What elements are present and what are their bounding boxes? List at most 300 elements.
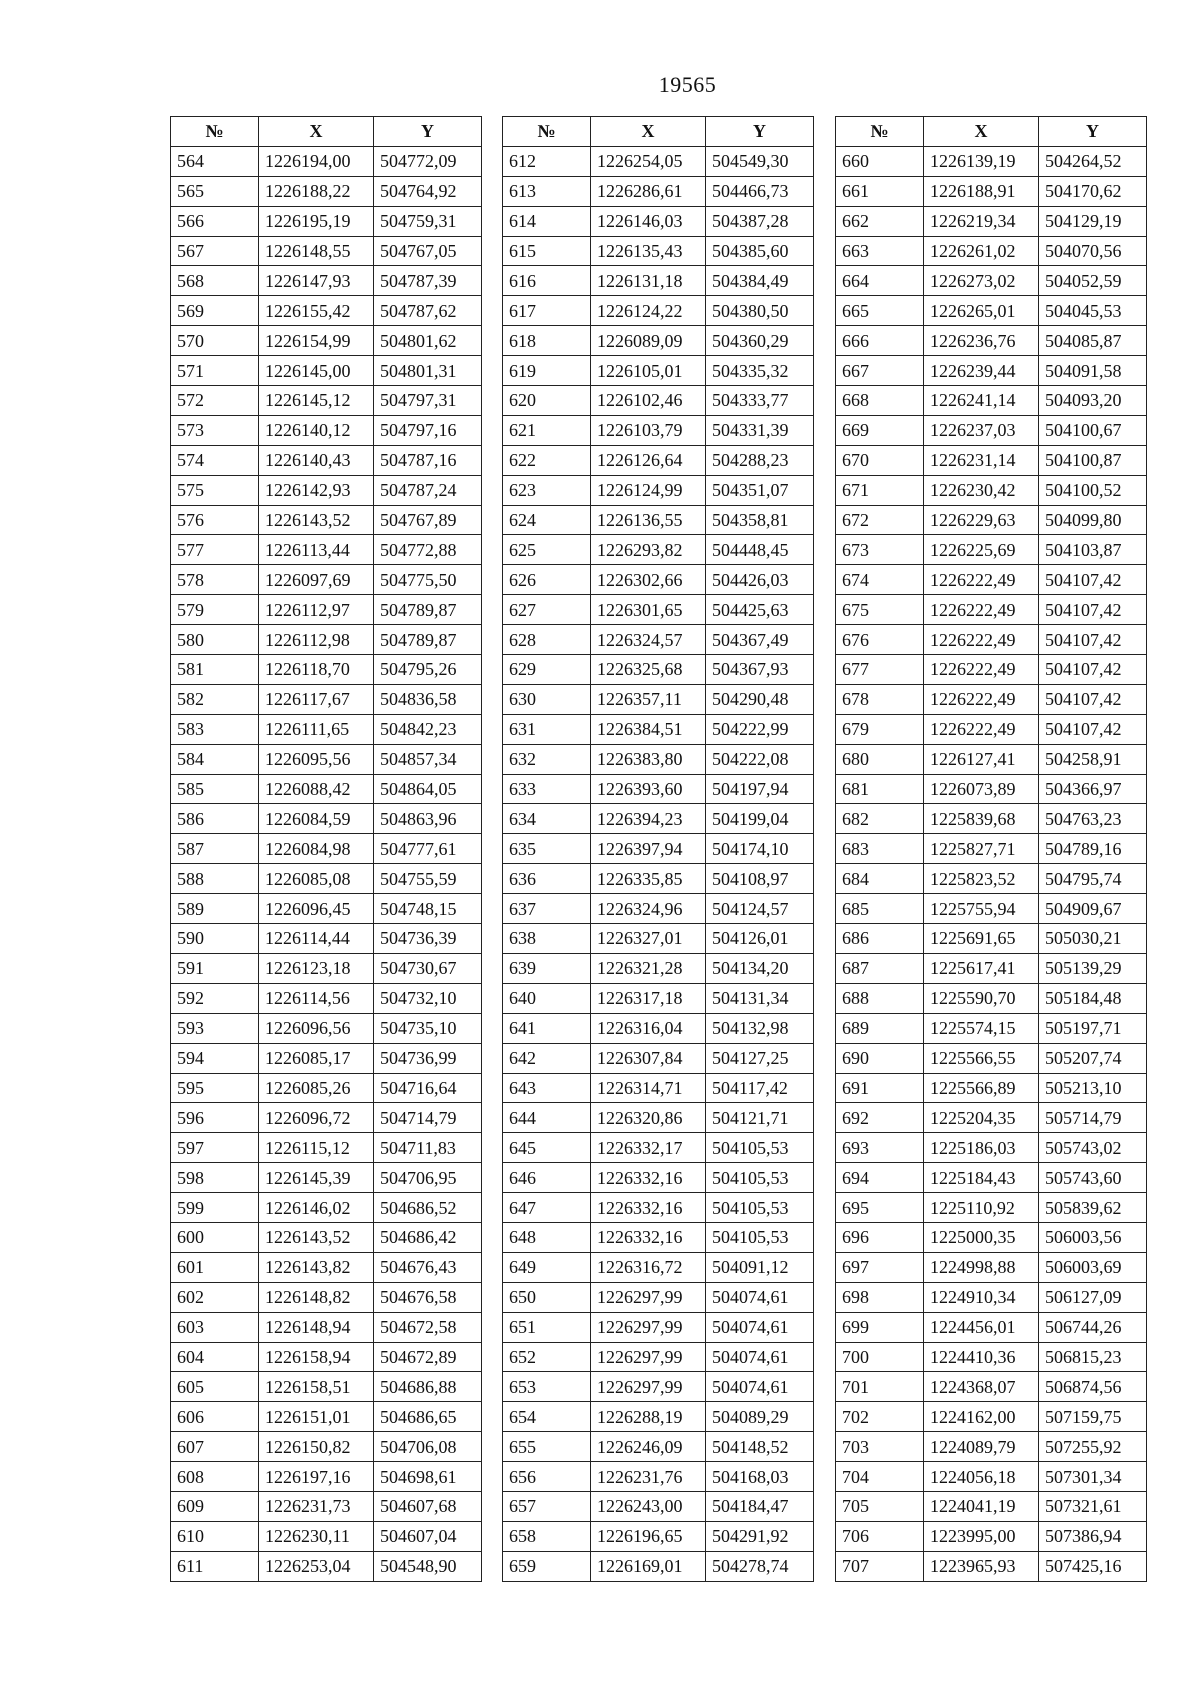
table-row <box>836 236 1147 266</box>
table-row <box>171 834 482 864</box>
table-row <box>503 1282 814 1312</box>
table-row <box>171 774 482 804</box>
table-row <box>836 744 1147 774</box>
y-coordinate-cell: 504100,67 <box>1039 415 1147 445</box>
table-row <box>171 1133 482 1163</box>
x-coordinate-cell: 1226321,28 <box>591 953 706 983</box>
x-coordinate-cell: 1226142,93 <box>259 475 374 505</box>
x-coordinate-cell: 1226085,08 <box>259 864 374 894</box>
x-coordinate-cell: 1226096,56 <box>259 1013 374 1043</box>
table-row <box>171 1163 482 1193</box>
point-number-cell: 676 <box>836 625 924 655</box>
x-coordinate-cell: 1226293,82 <box>591 535 706 565</box>
x-coordinate-cell: 1225823,52 <box>924 864 1039 894</box>
table-row <box>836 266 1147 296</box>
y-coordinate-cell: 505743,02 <box>1039 1133 1147 1163</box>
y-coordinate-cell: 504789,16 <box>1039 834 1147 864</box>
point-number-cell: 608 <box>171 1462 259 1492</box>
y-coordinate-cell: 504099,80 <box>1039 505 1147 535</box>
point-number-cell: 574 <box>171 445 259 475</box>
point-number-cell: 573 <box>171 415 259 445</box>
point-number-cell: 577 <box>171 535 259 565</box>
x-coordinate-cell: 1226148,94 <box>259 1312 374 1342</box>
y-coordinate-cell: 504127,25 <box>706 1043 814 1073</box>
x-coordinate-cell: 1226332,17 <box>591 1133 706 1163</box>
x-coordinate-cell: 1226265,01 <box>924 296 1039 326</box>
x-coordinate-cell: 1226246,09 <box>591 1432 706 1462</box>
y-coordinate-cell: 504129,19 <box>1039 206 1147 236</box>
x-coordinate-cell: 1226146,03 <box>591 206 706 236</box>
table-row <box>171 1222 482 1252</box>
y-coordinate-cell: 504787,39 <box>374 266 482 296</box>
point-number-cell: 685 <box>836 894 924 924</box>
x-coordinate-cell: 1226097,69 <box>259 565 374 595</box>
y-coordinate-cell: 504091,58 <box>1039 356 1147 386</box>
point-number-cell: 604 <box>171 1342 259 1372</box>
x-coordinate-cell: 1226317,18 <box>591 983 706 1013</box>
y-coordinate-cell: 504380,50 <box>706 296 814 326</box>
table-row <box>503 1372 814 1402</box>
table-row <box>503 1432 814 1462</box>
table-row <box>503 266 814 296</box>
x-coordinate-cell: 1226195,19 <box>259 206 374 236</box>
table-row <box>171 535 482 565</box>
y-coordinate-cell: 504763,23 <box>1039 804 1147 834</box>
table-row <box>171 1312 482 1342</box>
x-coordinate-cell: 1226236,76 <box>924 326 1039 356</box>
y-coordinate-cell: 504730,67 <box>374 953 482 983</box>
x-coordinate-cell: 1226297,99 <box>591 1312 706 1342</box>
table-row <box>171 1073 482 1103</box>
point-number-cell: 618 <box>503 326 591 356</box>
table-row <box>503 535 814 565</box>
table-row <box>503 1521 814 1551</box>
point-number-cell: 702 <box>836 1402 924 1432</box>
y-coordinate-cell: 504170,62 <box>1039 176 1147 206</box>
point-number-cell: 582 <box>171 684 259 714</box>
table-row <box>503 625 814 655</box>
x-coordinate-cell: 1226127,41 <box>924 744 1039 774</box>
y-coordinate-cell: 504351,07 <box>706 475 814 505</box>
x-coordinate-cell: 1226096,72 <box>259 1103 374 1133</box>
x-coordinate-cell: 1226113,44 <box>259 535 374 565</box>
point-number-cell: 648 <box>503 1222 591 1252</box>
point-number-cell: 598 <box>171 1163 259 1193</box>
table-row <box>836 565 1147 595</box>
x-coordinate-cell: 1226111,65 <box>259 714 374 744</box>
y-coordinate-cell: 504759,31 <box>374 206 482 236</box>
table-row <box>503 1043 814 1073</box>
x-coordinate-cell: 1226084,59 <box>259 804 374 834</box>
x-coordinate-cell: 1226316,72 <box>591 1252 706 1282</box>
point-number-cell: 581 <box>171 655 259 685</box>
y-coordinate-cell: 504836,58 <box>374 684 482 714</box>
x-coordinate-cell: 1226145,39 <box>259 1163 374 1193</box>
table-row <box>503 1402 814 1432</box>
table-row <box>836 1252 1147 1282</box>
x-coordinate-cell: 1226088,42 <box>259 774 374 804</box>
point-number-cell: 601 <box>171 1252 259 1282</box>
point-number-cell: 584 <box>171 744 259 774</box>
table-row <box>836 1491 1147 1521</box>
point-number-cell: 701 <box>836 1372 924 1402</box>
x-coordinate-cell: 1226332,16 <box>591 1222 706 1252</box>
table-body <box>171 146 482 1581</box>
x-coordinate-cell: 1226126,64 <box>591 445 706 475</box>
x-coordinate-cell: 1226145,00 <box>259 356 374 386</box>
table-row <box>836 1133 1147 1163</box>
point-number-cell: 627 <box>503 595 591 625</box>
table-row <box>836 1551 1147 1581</box>
point-number-cell: 657 <box>503 1491 591 1521</box>
point-number-cell: 705 <box>836 1491 924 1521</box>
x-coordinate-cell: 1226169,01 <box>591 1551 706 1581</box>
table-row <box>171 894 482 924</box>
x-coordinate-cell: 1226085,17 <box>259 1043 374 1073</box>
y-coordinate-cell: 504387,28 <box>706 206 814 236</box>
table-row <box>503 1163 814 1193</box>
x-coordinate-cell: 1225000,35 <box>924 1222 1039 1252</box>
point-number-cell: 644 <box>503 1103 591 1133</box>
table-row <box>171 1462 482 1492</box>
table-body <box>503 146 814 1581</box>
table-row <box>503 296 814 326</box>
point-number-cell: 625 <box>503 535 591 565</box>
x-coordinate-cell: 1226095,56 <box>259 744 374 774</box>
point-number-cell: 637 <box>503 894 591 924</box>
point-number-cell: 583 <box>171 714 259 744</box>
table-row <box>836 983 1147 1013</box>
point-number-cell: 587 <box>171 834 259 864</box>
table-row <box>171 1432 482 1462</box>
column-header-y: Y <box>1039 117 1147 147</box>
table-row <box>836 1282 1147 1312</box>
point-number-cell: 620 <box>503 386 591 416</box>
table-row <box>503 1252 814 1282</box>
y-coordinate-cell: 504105,53 <box>706 1163 814 1193</box>
column-header-number: № <box>171 117 259 147</box>
point-number-cell: 585 <box>171 774 259 804</box>
y-coordinate-cell: 504714,79 <box>374 1103 482 1133</box>
x-coordinate-cell: 1226148,55 <box>259 236 374 266</box>
x-coordinate-cell: 1224041,19 <box>924 1491 1039 1521</box>
y-coordinate-cell: 507159,75 <box>1039 1402 1147 1432</box>
x-coordinate-cell: 1224998,88 <box>924 1252 1039 1282</box>
y-coordinate-cell: 504797,31 <box>374 386 482 416</box>
x-coordinate-cell: 1226307,84 <box>591 1043 706 1073</box>
x-coordinate-cell: 1226229,63 <box>924 505 1039 535</box>
y-coordinate-cell: 505213,10 <box>1039 1073 1147 1103</box>
point-number-cell: 682 <box>836 804 924 834</box>
y-coordinate-cell: 504735,10 <box>374 1013 482 1043</box>
y-coordinate-cell: 504736,39 <box>374 924 482 954</box>
point-number-cell: 704 <box>836 1462 924 1492</box>
y-coordinate-cell: 505743,60 <box>1039 1163 1147 1193</box>
point-number-cell: 586 <box>171 804 259 834</box>
y-coordinate-cell: 504291,92 <box>706 1521 814 1551</box>
y-coordinate-cell: 504124,57 <box>706 894 814 924</box>
point-number-cell: 636 <box>503 864 591 894</box>
table-row <box>503 595 814 625</box>
y-coordinate-cell: 507425,16 <box>1039 1551 1147 1581</box>
point-number-cell: 686 <box>836 924 924 954</box>
x-coordinate-cell: 1225186,03 <box>924 1133 1039 1163</box>
point-number-cell: 580 <box>171 625 259 655</box>
y-coordinate-cell: 505184,48 <box>1039 983 1147 1013</box>
y-coordinate-cell: 507301,34 <box>1039 1462 1147 1492</box>
x-coordinate-cell: 1224368,07 <box>924 1372 1039 1402</box>
table-row <box>503 1312 814 1342</box>
table-row <box>171 1521 482 1551</box>
column-header-x: X <box>591 117 706 147</box>
x-coordinate-cell: 1226302,66 <box>591 565 706 595</box>
y-coordinate-cell: 504288,23 <box>706 445 814 475</box>
point-number-cell: 593 <box>171 1013 259 1043</box>
y-coordinate-cell: 504333,77 <box>706 386 814 416</box>
point-number-cell: 623 <box>503 475 591 505</box>
y-coordinate-cell: 504290,48 <box>706 684 814 714</box>
point-number-cell: 683 <box>836 834 924 864</box>
point-number-cell: 691 <box>836 1073 924 1103</box>
x-coordinate-cell: 1226102,46 <box>591 386 706 416</box>
y-coordinate-cell: 504787,16 <box>374 445 482 475</box>
y-coordinate-cell: 504132,98 <box>706 1013 814 1043</box>
point-number-cell: 624 <box>503 505 591 535</box>
point-number-cell: 611 <box>171 1551 259 1581</box>
y-coordinate-cell: 504711,83 <box>374 1133 482 1163</box>
point-number-cell: 566 <box>171 206 259 236</box>
table-row <box>836 475 1147 505</box>
x-coordinate-cell: 1225566,55 <box>924 1043 1039 1073</box>
table-row <box>836 595 1147 625</box>
point-number-cell: 675 <box>836 595 924 625</box>
point-number-cell: 595 <box>171 1073 259 1103</box>
point-number-cell: 594 <box>171 1043 259 1073</box>
table-row <box>503 445 814 475</box>
y-coordinate-cell: 504842,23 <box>374 714 482 744</box>
y-coordinate-cell: 504672,58 <box>374 1312 482 1342</box>
x-coordinate-cell: 1226394,23 <box>591 804 706 834</box>
column-header-x: X <box>924 117 1039 147</box>
table-row <box>171 953 482 983</box>
point-number-cell: 596 <box>171 1103 259 1133</box>
x-coordinate-cell: 1226239,44 <box>924 356 1039 386</box>
y-coordinate-cell: 504360,29 <box>706 326 814 356</box>
x-coordinate-cell: 1226096,45 <box>259 894 374 924</box>
y-coordinate-cell: 504686,65 <box>374 1402 482 1432</box>
x-coordinate-cell: 1226230,42 <box>924 475 1039 505</box>
table-row <box>836 1372 1147 1402</box>
point-number-cell: 699 <box>836 1312 924 1342</box>
table-row <box>836 1521 1147 1551</box>
table-row <box>171 655 482 685</box>
y-coordinate-cell: 504385,60 <box>706 236 814 266</box>
point-number-cell: 575 <box>171 475 259 505</box>
table-row <box>836 864 1147 894</box>
y-coordinate-cell: 504358,81 <box>706 505 814 535</box>
x-coordinate-cell: 1226148,82 <box>259 1282 374 1312</box>
y-coordinate-cell: 504367,49 <box>706 625 814 655</box>
x-coordinate-cell: 1225827,71 <box>924 834 1039 864</box>
x-coordinate-cell: 1226103,79 <box>591 415 706 445</box>
table-row <box>503 834 814 864</box>
table-row <box>836 296 1147 326</box>
table-row <box>836 1013 1147 1043</box>
y-coordinate-cell: 504335,32 <box>706 356 814 386</box>
table-row <box>836 714 1147 744</box>
point-number-cell: 661 <box>836 176 924 206</box>
y-coordinate-cell: 504736,99 <box>374 1043 482 1073</box>
point-number-cell: 605 <box>171 1372 259 1402</box>
point-number-cell: 695 <box>836 1193 924 1223</box>
x-coordinate-cell: 1226085,26 <box>259 1073 374 1103</box>
table-row <box>836 1163 1147 1193</box>
point-number-cell: 597 <box>171 1133 259 1163</box>
y-coordinate-cell: 504074,61 <box>706 1342 814 1372</box>
x-coordinate-cell: 1226335,85 <box>591 864 706 894</box>
y-coordinate-cell: 504686,42 <box>374 1222 482 1252</box>
point-number-cell: 650 <box>503 1282 591 1312</box>
x-coordinate-cell: 1226241,14 <box>924 386 1039 416</box>
x-coordinate-cell: 1226124,99 <box>591 475 706 505</box>
x-coordinate-cell: 1226123,18 <box>259 953 374 983</box>
point-number-cell: 649 <box>503 1252 591 1282</box>
x-coordinate-cell: 1226325,68 <box>591 655 706 685</box>
x-coordinate-cell: 1226314,71 <box>591 1073 706 1103</box>
point-number-cell: 663 <box>836 236 924 266</box>
y-coordinate-cell: 504801,31 <box>374 356 482 386</box>
y-coordinate-cell: 504686,52 <box>374 1193 482 1223</box>
y-coordinate-cell: 504795,74 <box>1039 864 1147 894</box>
table-row <box>503 475 814 505</box>
y-coordinate-cell: 504767,05 <box>374 236 482 266</box>
y-coordinate-cell: 504755,59 <box>374 864 482 894</box>
point-number-cell: 579 <box>171 595 259 625</box>
y-coordinate-cell: 504107,42 <box>1039 595 1147 625</box>
point-number-cell: 638 <box>503 924 591 954</box>
point-number-cell: 614 <box>503 206 591 236</box>
table-row <box>171 684 482 714</box>
table-row <box>503 1222 814 1252</box>
y-coordinate-cell: 506003,56 <box>1039 1222 1147 1252</box>
point-number-cell: 658 <box>503 1521 591 1551</box>
x-coordinate-cell: 1226158,51 <box>259 1372 374 1402</box>
table-row <box>171 206 482 236</box>
table-row <box>171 1372 482 1402</box>
x-coordinate-cell: 1224910,34 <box>924 1282 1039 1312</box>
point-number-cell: 653 <box>503 1372 591 1402</box>
y-coordinate-cell: 504706,95 <box>374 1163 482 1193</box>
table-row <box>171 1282 482 1312</box>
table-row <box>836 625 1147 655</box>
table-row <box>836 834 1147 864</box>
table-row <box>503 176 814 206</box>
table-row <box>503 1133 814 1163</box>
x-coordinate-cell: 1226222,49 <box>924 595 1039 625</box>
x-coordinate-cell: 1226112,98 <box>259 625 374 655</box>
point-number-cell: 615 <box>503 236 591 266</box>
point-number-cell: 690 <box>836 1043 924 1073</box>
table-row <box>503 236 814 266</box>
table-row <box>171 1402 482 1432</box>
table-row <box>503 1073 814 1103</box>
y-coordinate-cell: 504108,97 <box>706 864 814 894</box>
y-coordinate-cell: 507255,92 <box>1039 1432 1147 1462</box>
table-row <box>836 415 1147 445</box>
y-coordinate-cell: 504107,42 <box>1039 565 1147 595</box>
point-number-cell: 696 <box>836 1222 924 1252</box>
point-number-cell: 568 <box>171 266 259 296</box>
point-number-cell: 578 <box>171 565 259 595</box>
point-number-cell: 665 <box>836 296 924 326</box>
x-coordinate-cell: 1225617,41 <box>924 953 1039 983</box>
point-number-cell: 576 <box>171 505 259 535</box>
table-row <box>503 1342 814 1372</box>
y-coordinate-cell: 504748,15 <box>374 894 482 924</box>
table-row <box>836 1462 1147 1492</box>
point-number-cell: 680 <box>836 744 924 774</box>
y-coordinate-cell: 504105,53 <box>706 1193 814 1223</box>
x-coordinate-cell: 1225590,70 <box>924 983 1039 1013</box>
table-row <box>503 774 814 804</box>
x-coordinate-cell: 1226136,55 <box>591 505 706 535</box>
x-coordinate-cell: 1226222,49 <box>924 684 1039 714</box>
table-row <box>503 655 814 685</box>
point-number-cell: 689 <box>836 1013 924 1043</box>
y-coordinate-cell: 504787,24 <box>374 475 482 505</box>
x-coordinate-cell: 1226124,22 <box>591 296 706 326</box>
table-row <box>836 1342 1147 1372</box>
y-coordinate-cell: 506874,56 <box>1039 1372 1147 1402</box>
point-number-cell: 602 <box>171 1282 259 1312</box>
point-number-cell: 664 <box>836 266 924 296</box>
x-coordinate-cell: 1226143,52 <box>259 505 374 535</box>
y-coordinate-cell: 505197,71 <box>1039 1013 1147 1043</box>
y-coordinate-cell: 504117,42 <box>706 1073 814 1103</box>
x-coordinate-cell: 1226357,11 <box>591 684 706 714</box>
x-coordinate-cell: 1226320,86 <box>591 1103 706 1133</box>
point-number-cell: 671 <box>836 475 924 505</box>
y-coordinate-cell: 504676,43 <box>374 1252 482 1282</box>
table-row <box>503 356 814 386</box>
x-coordinate-cell: 1226332,16 <box>591 1193 706 1223</box>
x-coordinate-cell: 1226393,60 <box>591 774 706 804</box>
x-coordinate-cell: 1226253,04 <box>259 1551 374 1581</box>
x-coordinate-cell: 1226324,57 <box>591 625 706 655</box>
y-coordinate-cell: 506003,69 <box>1039 1252 1147 1282</box>
x-coordinate-cell: 1226105,01 <box>591 356 706 386</box>
x-coordinate-cell: 1226196,65 <box>591 1521 706 1551</box>
y-coordinate-cell: 504732,10 <box>374 983 482 1013</box>
point-number-cell: 630 <box>503 684 591 714</box>
y-coordinate-cell: 504074,61 <box>706 1312 814 1342</box>
x-coordinate-cell: 1226286,61 <box>591 176 706 206</box>
table-row <box>171 236 482 266</box>
point-number-cell: 621 <box>503 415 591 445</box>
y-coordinate-cell: 504772,09 <box>374 146 482 176</box>
table-row <box>503 924 814 954</box>
table-row <box>836 1222 1147 1252</box>
y-coordinate-cell: 504672,89 <box>374 1342 482 1372</box>
point-number-cell: 693 <box>836 1133 924 1163</box>
y-coordinate-cell: 504107,42 <box>1039 655 1147 685</box>
x-coordinate-cell: 1225755,94 <box>924 894 1039 924</box>
y-coordinate-cell: 507386,94 <box>1039 1521 1147 1551</box>
y-coordinate-cell: 504767,89 <box>374 505 482 535</box>
table-row <box>171 475 482 505</box>
y-coordinate-cell: 504706,08 <box>374 1432 482 1462</box>
table-row <box>171 296 482 326</box>
